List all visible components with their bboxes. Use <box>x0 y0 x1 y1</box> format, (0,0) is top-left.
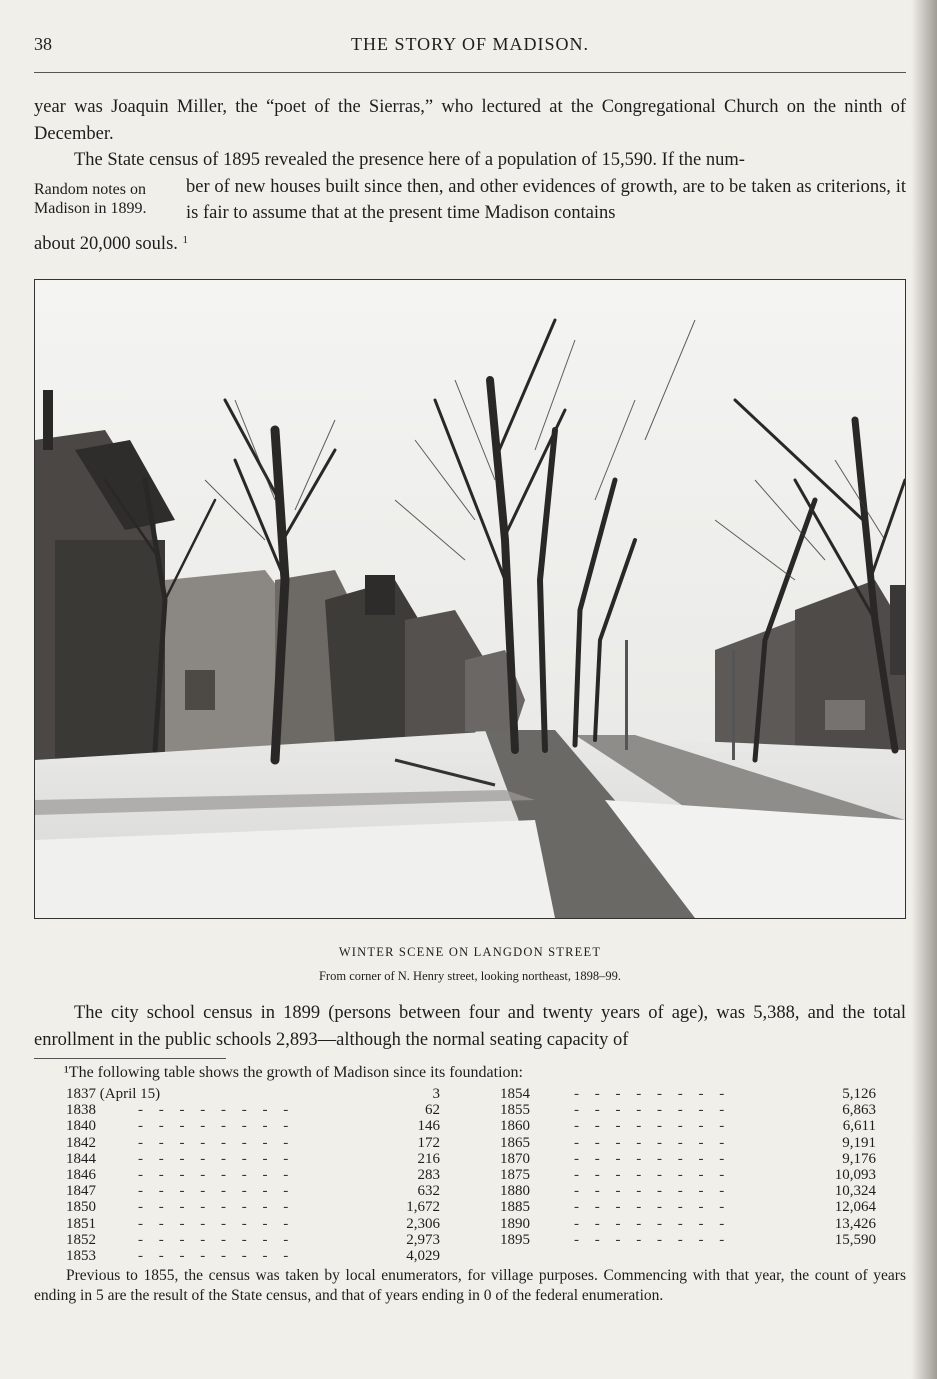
leader-dots: - - - - - - - - <box>574 1150 731 1167</box>
leader-dots: - - - - - - - - <box>574 1134 731 1151</box>
table-row <box>500 1199 876 1215</box>
footnote-marker: 1 <box>182 233 189 246</box>
table-row <box>66 1232 440 1248</box>
census-year: 1855 <box>500 1102 530 1119</box>
census-population: 146 <box>417 1118 440 1135</box>
footnote-rule <box>34 1058 226 1059</box>
census-year: 1837 (April 15) <box>66 1086 161 1102</box>
leader-dots: - - - - - - - - <box>138 1102 295 1119</box>
table-row <box>66 1248 440 1264</box>
footnote-intro: ¹The following table shows the growth of Madison since its foundation: <box>64 1064 523 1081</box>
leader-dots: - - - - - - - - <box>138 1199 295 1216</box>
census-population: 632 <box>417 1183 440 1200</box>
leader-dots: - - - - - - - - <box>138 1183 295 1200</box>
census-year: 1846 <box>66 1166 96 1183</box>
table-row <box>500 1151 876 1167</box>
table-row <box>500 1102 876 1118</box>
census-year: 1890 <box>500 1215 530 1232</box>
table-row <box>500 1183 876 1199</box>
census-population: 1,672 <box>406 1199 440 1216</box>
census-year: 1842 <box>66 1134 96 1151</box>
table-row <box>66 1183 440 1199</box>
running-title: THE STORY OF MADISON. <box>350 34 590 54</box>
census-population: 12,064 <box>834 1199 876 1216</box>
footnote-closing: Previous to 1855, the census was taken by local enumerators, for village purposes. Commencing with that year, the count of years ending in 5 are the result of the State census, and that of years ending in 0 of the federal enumeration. <box>34 1267 906 1304</box>
census-year: 1853 <box>66 1247 96 1264</box>
running-head <box>34 34 906 60</box>
table-row <box>66 1216 440 1232</box>
leader-dots: - - - - - - - - <box>138 1166 295 1183</box>
paragraph-1: year was Joaquin Miller, the “poet of the Sierras,” who lectured at the Congregational Church on the ninth of December. <box>34 97 906 144</box>
page-number: 38 <box>34 34 52 54</box>
census-year: 1885 <box>500 1199 530 1216</box>
photo-caption-title: WINTER SCENE ON LANGDON STREET <box>338 945 602 959</box>
table-row <box>500 1135 876 1151</box>
census-population: 6,863 <box>842 1102 876 1119</box>
leader-dots: - - - - - - - - <box>138 1134 295 1151</box>
population-table-right <box>500 1086 876 1248</box>
header-rule <box>34 72 906 73</box>
census-year: 1847 <box>66 1183 96 1200</box>
leader-dots: - - - - - - - - <box>138 1231 295 1248</box>
side-note: Random notes on Madison in 1899. <box>34 181 147 217</box>
census-population: 13,426 <box>834 1215 876 1232</box>
leader-dots: - - - - - - - - <box>138 1118 295 1135</box>
census-year: 1870 <box>500 1150 530 1167</box>
table-row <box>66 1151 440 1167</box>
paragraph-2-line-3-text: about 20,000 souls. <box>34 233 178 254</box>
leader-dots: - - - - - - - - <box>574 1086 731 1102</box>
census-population: 2,306 <box>406 1215 440 1232</box>
census-population: 9,176 <box>842 1150 876 1167</box>
leader-dots: - - - - - - - - <box>574 1166 731 1183</box>
leader-dots: - - - - - - - - <box>574 1183 731 1200</box>
census-year: 1851 <box>66 1215 96 1232</box>
paragraph-2-line-2: ber of new houses built since then, and other evidences of growth, are to be taken as criterions, it is fair to assume that at the present time Madison contains <box>186 176 906 224</box>
census-population: 9,191 <box>842 1134 876 1151</box>
winter-street-scene <box>35 280 905 918</box>
leader-dots: - - - - - - - - <box>138 1150 295 1167</box>
table-row <box>66 1102 440 1118</box>
census-population: 6,611 <box>842 1118 876 1135</box>
leader-dots: - - - - - - - - <box>574 1118 731 1135</box>
table-row <box>500 1086 876 1102</box>
table-row <box>500 1118 876 1134</box>
census-year: 1895 <box>500 1231 530 1248</box>
table-row <box>66 1135 440 1151</box>
census-year: 1875 <box>500 1166 530 1183</box>
table-row <box>66 1118 440 1134</box>
census-year: 1854 <box>500 1086 530 1102</box>
census-population: 4,029 <box>406 1247 440 1264</box>
leader-dots: - - - - - - - - <box>574 1199 731 1216</box>
census-population: 10,324 <box>834 1183 876 1200</box>
census-population: 5,126 <box>842 1086 876 1102</box>
census-population: 62 <box>425 1102 440 1119</box>
census-year: 1850 <box>66 1199 96 1216</box>
census-year: 1838 <box>66 1102 96 1119</box>
street-photograph <box>34 279 906 919</box>
census-year: 1852 <box>66 1231 96 1248</box>
census-year: 1844 <box>66 1150 96 1167</box>
table-row <box>66 1199 440 1215</box>
leader-dots: - - - - - - - - <box>138 1247 295 1264</box>
photo-caption-subtitle: From corner of N. Henry street, looking northeast, 1898–99. <box>318 969 622 983</box>
census-year: 1865 <box>500 1134 530 1151</box>
leader-dots: - - - - - - - - <box>574 1102 731 1119</box>
leader-dots: - - - - - - - - <box>574 1231 731 1248</box>
census-population: 10,093 <box>834 1166 876 1183</box>
population-table-left <box>66 1086 440 1264</box>
leader-dots: - - - - - - - - <box>574 1215 731 1232</box>
table-row <box>500 1167 876 1183</box>
paragraph-3: The city school census in 1899 (persons between four and twenty years of age), was 5,388, and the total enrollment in the public schools 2,893—although the normal seating capacity of <box>34 1003 906 1050</box>
census-population: 15,590 <box>834 1231 876 1248</box>
census-population: 3 <box>432 1086 440 1102</box>
paragraph-2-line-3 <box>34 227 906 258</box>
table-row <box>500 1232 876 1248</box>
census-population: 216 <box>417 1150 440 1167</box>
leader-dots: - - - - - - - - <box>138 1215 295 1232</box>
paragraph-2-line-1: The State census of 1895 revealed the presence here of a population of 15,590. If the num- <box>74 150 745 170</box>
census-year: 1860 <box>500 1118 530 1135</box>
census-population: 2,973 <box>406 1231 440 1248</box>
table-row <box>66 1086 440 1102</box>
page-edge-shadow <box>911 0 937 1379</box>
paragraph-2 <box>34 147 906 257</box>
table-row <box>66 1167 440 1183</box>
table-row <box>500 1216 876 1232</box>
census-year: 1880 <box>500 1183 530 1200</box>
census-year: 1840 <box>66 1118 96 1135</box>
census-population: 172 <box>417 1134 440 1151</box>
census-population: 283 <box>417 1166 440 1183</box>
